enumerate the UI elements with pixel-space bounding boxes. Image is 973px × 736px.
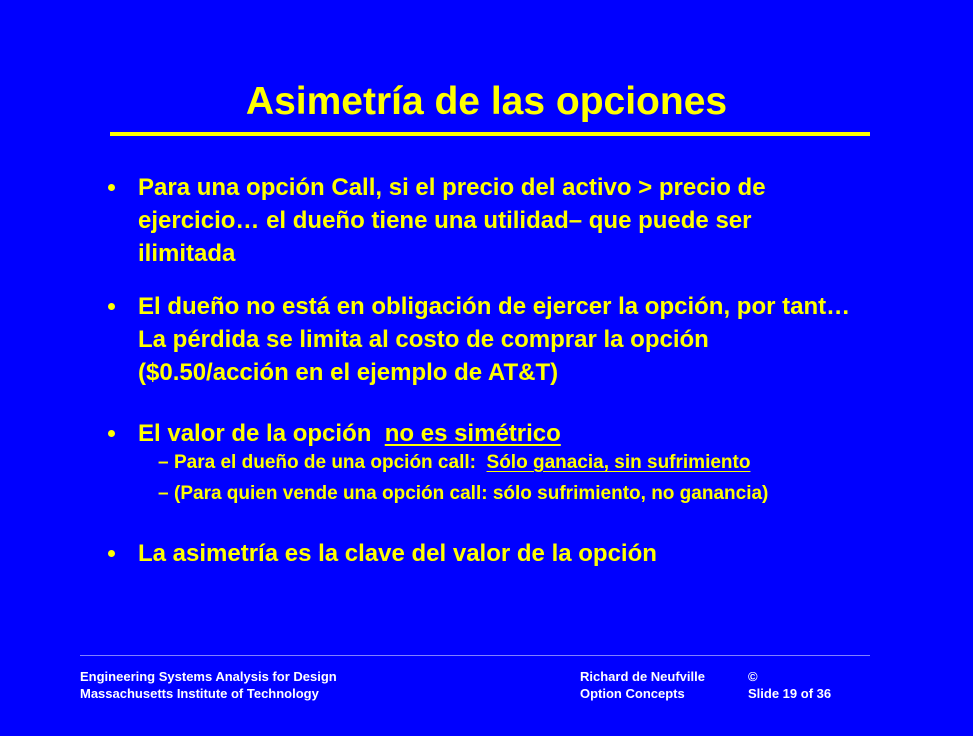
footer-divider — [80, 655, 870, 656]
footer-left — [80, 668, 337, 702]
footer-middle — [580, 668, 705, 702]
bullet-dot-icon — [108, 184, 115, 191]
bullet-line: La asimetría es la clave del valor de la opción — [138, 540, 657, 567]
bullet-dot-icon — [108, 303, 115, 310]
sub-bullet-prefix: Para el dueño de una opción call: — [174, 452, 487, 473]
bullet-line: La pérdida se limita al costo de comprar la opción — [138, 326, 709, 353]
copyright-icon: © — [748, 669, 758, 684]
sub-bullet-text: (Para quien vende una opción call: sólo sufrimiento, no ganancia) — [174, 483, 769, 504]
footer-course: Engineering Systems Analysis for Design — [80, 669, 337, 684]
footer-author: Richard de Neufville — [580, 669, 705, 684]
bullet-line: Para una opción Call, si el precio del activo > precio de — [138, 174, 766, 201]
bullet-dot-icon — [108, 430, 115, 437]
slide-title: Asimetría de las opciones — [245, 80, 728, 123]
bullet-line: El dueño no está en obligación de ejercer la opción, por tant… — [138, 293, 851, 320]
sub-bullet-dash: – — [158, 483, 169, 504]
footer-institution: Massachusetts Institute of Technology — [80, 686, 319, 701]
footer-slide-number: Slide 19 of 36 — [748, 686, 832, 701]
underlined-phrase: Sólo ganacia, sin sufrimiento — [486, 452, 751, 473]
title-underline — [110, 132, 870, 136]
footer-topic: Option Concepts — [580, 686, 685, 701]
bullet-text — [138, 537, 948, 570]
bullet-line: ($0.50/acción en el ejemplo de AT&T) — [138, 359, 559, 386]
sub-bullet-text — [174, 451, 750, 475]
footer-right — [748, 668, 831, 702]
bullet-text — [138, 290, 948, 389]
bullet-dot-icon — [108, 550, 115, 557]
underlined-phrase: no es simétrico — [384, 420, 561, 447]
sub-bullet-dash: – — [158, 452, 169, 473]
bullet-prefix: El valor de la opción — [138, 420, 385, 447]
bullet-line: ejercicio… el dueño tiene una utilidad– que puede ser — [138, 207, 752, 234]
bullet-text — [138, 171, 948, 270]
bullet-line: ilimitada — [138, 240, 236, 267]
bullet-text — [138, 417, 948, 450]
